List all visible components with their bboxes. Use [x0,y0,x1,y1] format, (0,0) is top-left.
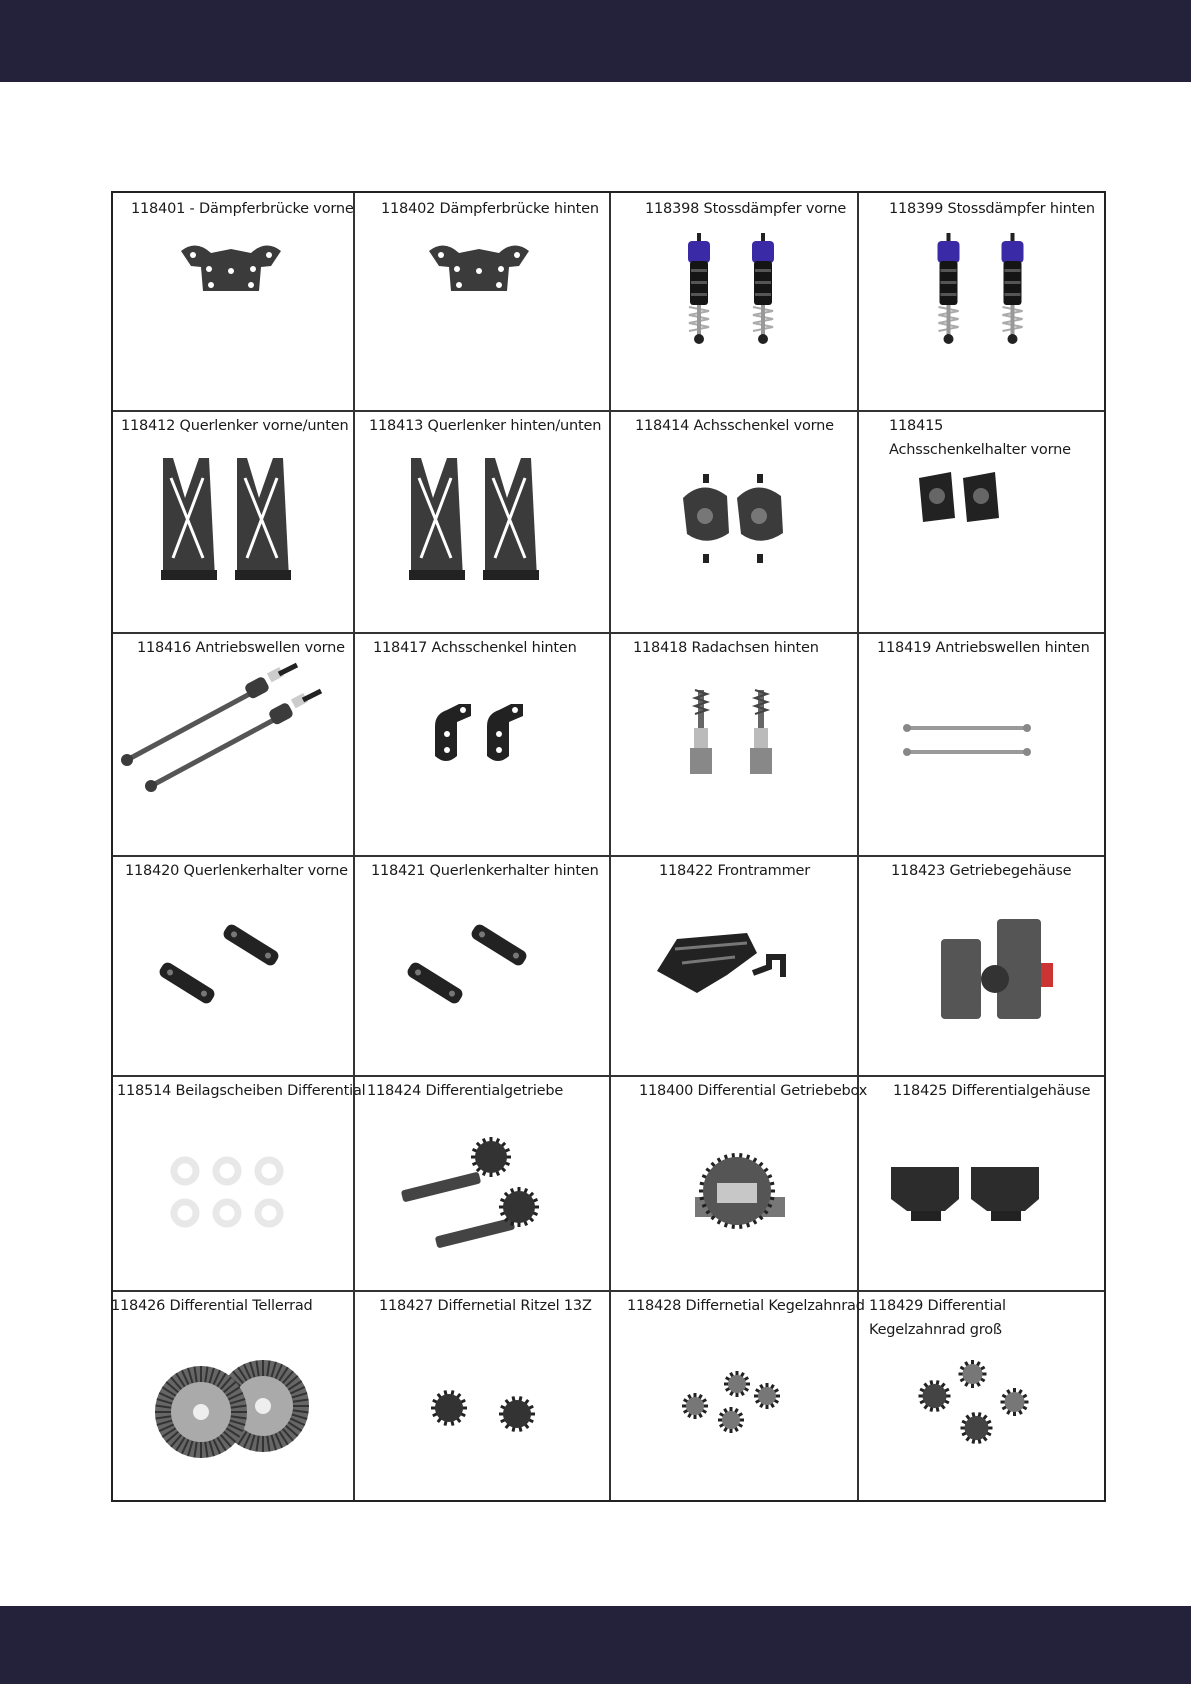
part-label: 118421 Querlenkerhalter hinten [371,863,599,879]
part-label: 118416 Antriebswellen vorne [137,640,345,656]
part-cell [351,853,607,1073]
part-label: 118424 Differentialgetriebe [367,1083,564,1099]
footer-bar [0,1606,1191,1684]
part-label: 118420 Querlenkerhalter vorne [125,863,348,879]
part-label: 118402 Dämpferbrücke hinten [381,201,599,217]
part-cell [607,191,855,408]
rear-hub-icon [351,630,607,853]
gearbox-housing-icon [855,853,1106,1073]
part-cell [111,853,351,1073]
bevel-gear-small-icon [607,1288,865,1502]
part-label: 118423 Getriebegehäuse [891,863,1072,879]
part-label: 118415 Achsschenkelhalter vorne [889,418,1071,458]
dogbone-icon [855,630,1106,853]
part-cell [111,1073,366,1288]
part-cell [855,1288,1106,1502]
part-label: 118398 Stossdämpfer vorne [645,201,847,217]
part-cell [607,853,855,1073]
header-bar [0,0,1191,82]
part-label: 118413 Querlenker hinten/unten [369,418,602,434]
shock-absorber-icon [607,191,855,408]
suspension-arm-icon [111,408,351,630]
arm-mount-icon [111,853,351,1073]
part-label: 118429 Differential Kegelzahnrad groß [869,1298,1006,1338]
part-label: 118426 Differential Tellerrad [111,1298,313,1314]
bumper-icon [607,853,855,1073]
part-cell [607,408,855,630]
part-cell [607,630,855,853]
part-label: 118428 Differnetial Kegelzahnrad [627,1298,865,1314]
part-cell [111,408,351,630]
part-cell [351,408,607,630]
arm-mount-icon [351,853,607,1073]
part-label: 118417 Achsschenkel hinten [373,640,577,656]
part-cell [607,1073,868,1288]
part-label: 118427 Differnetial Ritzel 13Z [379,1298,592,1314]
part-label: 118412 Querlenker vorne/unten [121,418,349,434]
differential-icon [607,1073,868,1288]
pinion-gear-icon [351,1288,607,1502]
suspension-arm-icon [351,408,607,630]
part-cell [855,1073,1106,1288]
shock-absorber-icon [855,191,1106,408]
part-label: 118400 Differential Getriebebox [639,1083,868,1099]
part-label: 118399 Stossdämpfer hinten [889,201,1095,217]
part-cell [111,630,351,853]
part-label: 118414 Achsschenkel vorne [635,418,834,434]
part-cell [351,191,607,408]
shock-tower-icon [351,191,607,408]
part-label: 118418 Radachsen hinten [633,640,819,656]
part-cell [855,408,1106,630]
part-cell [855,630,1106,853]
drive-shaft-icon [111,630,351,853]
part-cell [351,630,607,853]
diff-gear-shaft-icon [351,1073,607,1288]
diff-case-icon [855,1073,1106,1288]
part-cell [855,853,1106,1073]
part-label: 118425 Differentialgehäuse [893,1083,1091,1099]
wheel-axle-icon [607,630,855,853]
shim-washer-icon [111,1073,366,1288]
part-cell [607,1288,865,1502]
part-cell [351,1288,607,1502]
part-cell [111,1288,351,1502]
steering-knuckle-icon [607,408,855,630]
part-label: 118401 - Dämpferbrücke vorne [131,201,354,217]
part-label: 118514 Beilagscheiben Differential [117,1083,366,1099]
part-cell [855,191,1106,408]
part-cell [111,191,354,408]
part-cell [351,1073,607,1288]
part-label: 118419 Antriebswellen hinten [877,640,1090,656]
shock-tower-icon [111,191,354,408]
part-label: 118422 Frontrammer [659,863,811,879]
ring-gear-icon [111,1288,351,1502]
